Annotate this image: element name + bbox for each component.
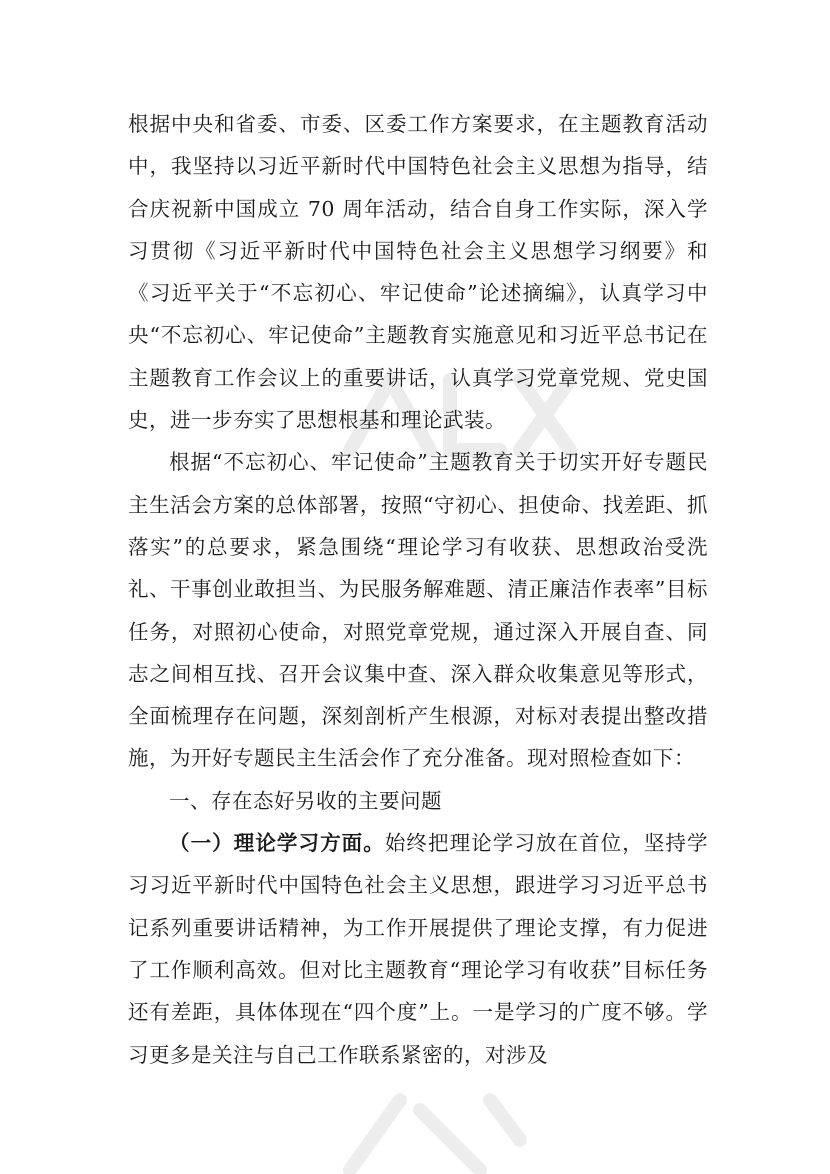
document-body: [128, 103, 708, 1076]
section-heading: 一、存在态好另收的主要问题: [169, 788, 442, 813]
paragraph-approach: 根据“不忘初心、牢记使命”主题教育关于切实开好专题民主生活会方案的总体部署，按照“守初心、担使命、找差距、抓落实”的总要求，紧急围绕“理论学习有收获、思想政治受洗礼、干事创业敢担当、为民服务解难题、清正廉洁作表率”目标任务，对照初心使命，对照党章党规，通过深入开展自查、同志之间相互找、召开会议集中查、深入群众收集意见等形式，全面梳理存在问题，深刻剖析产生根源，对标对表提出整改措施，为开好专题民主生活会作了充分准备。现对照检查如下：: [128, 450, 708, 771]
paragraph-theory-study: [128, 822, 708, 1076]
watermark-logo-bottom: [330, 1080, 530, 1174]
subsection-body: 始终把理论学习放在首位，坚持学习习近平新时代中国特色社会主义思想，跟进学习习近平总书记系列重要讲话精神，为工作开展提供了理论支撑，有力促进了工作顺利高效。但对比主题教育“理论学习有收获”目标任务还有差距，具体体现在“四个度”上。一是学习的广度不够。学习更多是关注与自己工作联系紧密的，对涉及: [128, 831, 709, 1067]
paragraph-intro: 根据中央和省委、市委、区委工作方案要求，在主题教育活动中，我坚持以习近平新时代中国特色社会主义思想为指导，结合庆祝新中国成立 70 周年活动，结合自身工作实际，深入学习贯彻《习近平新时代中国特色社会主义思想学习纲要》和《习近平关于“不忘初心、牢记使命”论述摘编》，认真学习中央“不忘初心、牢记使命”主题教育实施意见和习近平总书记在主题教育工作会议上的重要讲话，认真学习党章党规、党史国史，进一步夯实了思想根基和理论武装。: [128, 112, 708, 433]
subsection-label: （一）理论学习方面。: [169, 831, 385, 856]
